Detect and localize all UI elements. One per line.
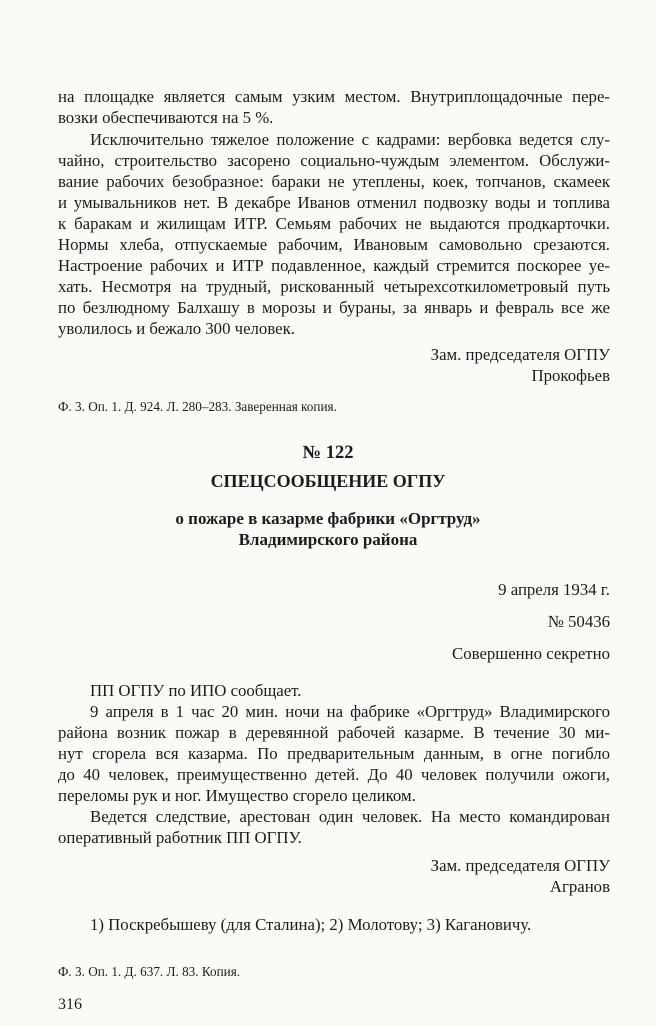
document-subtitle: Владимирского района [238,530,418,549]
secrecy-stamp: Совершенно секретно [452,644,610,663]
body-line: Исключительно тяжелое положение с кадрами: вербовка ведется слу- [90,130,610,149]
body-line: Настроение рабочих и ИТР подавленное, каждый стремится поскорее уе- [58,256,610,275]
document-ref-number: № 50436 [547,612,610,631]
signature-name: Агранов [549,877,610,896]
signature-name: Прокофьев [531,366,610,385]
archive-source: Ф. 3. Оп. 1. Д. 637. Л. 83. Копия. [58,964,241,979]
body-line: оперативный работник ПП ОГПУ. [58,828,302,847]
body-line: уволилось и бежало 300 человек. [58,319,295,338]
body-line: Ведется следствие, арестован один человек. На место командирован [90,807,610,826]
body-line: на площадке является самым узким местом. Внутриплощадочные пере- [58,87,610,106]
body-line: по безлюдному Балхашу в морозы и бураны, за январь и февраль все же [58,298,610,317]
body-line: Нормы хлеба, отпускаемые рабочим, Ивановым самовольно срезаются. [58,235,610,254]
body-line: ПП ОГПУ по ИПО сообщает. [90,681,302,700]
signature-title: Зам. председателя ОГПУ [430,345,610,364]
body-line: переломы рук и ног. Имущество сгорело целиком. [58,786,416,805]
body-line: до 40 человек, преимущественно детей. До 40 человек получили ожоги, [58,765,610,784]
signature-title: Зам. председателя ОГПУ [430,856,610,875]
body-line: района возник пожар в деревянной рабочей казарме. В течение 30 ми- [58,723,610,742]
body-line: возки обеспечиваются на 5 %. [58,108,274,127]
document-subtitle: о пожаре в казарме фабрики «Оргтруд» [175,509,481,528]
body-line: нут сгорела вся казарма. По предварительным данным, в огне погибло [58,744,610,763]
document-title: СПЕЦСООБЩЕНИЕ ОГПУ [210,471,446,491]
page-number: 316 [58,996,82,1013]
body-line: хать. Несмотря на трудный, рискованный четырехсоткилометровый путь [58,277,610,296]
distribution-list: 1) Поскребышеву (для Сталина); 2) Молотову; 3) Кагановичу. [90,915,532,934]
body-line: вание рабочих безобразное: бараки не утеплены, коек, топчанов, скамеек [58,172,610,191]
body-line: к баракам и жилищам ИТР. Семьям рабочих не выдаются продкарточки. [58,214,610,233]
body-line: чайно, строительство засорено социально-чуждым элементом. Обслужи- [58,151,610,170]
body-line: и умывальников нет. В декабре Иванов отменил подвозку воды и топлива [58,193,610,212]
archive-source: Ф. 3. Оп. 1. Д. 924. Л. 280–283. Заверенная копия. [58,399,337,414]
body-line: 9 апреля в 1 час 20 мин. ночи на фабрике «Оргтруд» Владимирского [90,702,610,721]
document-date: 9 апреля 1934 г. [498,580,610,599]
document-number: № 122 [302,443,354,463]
